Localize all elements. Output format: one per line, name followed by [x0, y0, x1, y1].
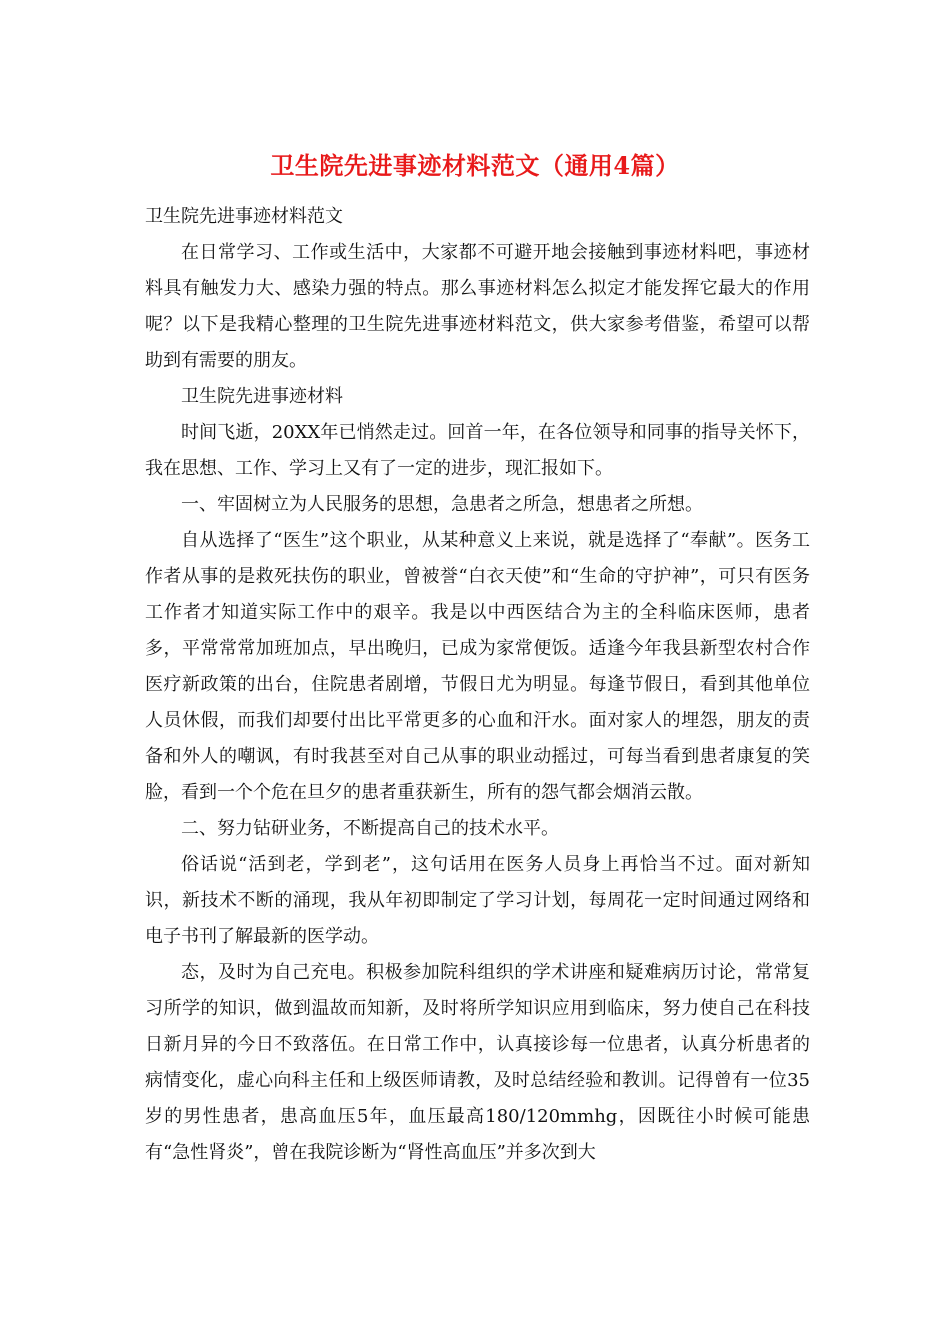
body-paragraph: 态，及时为自己充电。积极参加院科组织的学术讲座和疑难病历讨论，常常复习所学的知识，做到温故而知新，及时将所学知识应用到临床，努力使自己在科技日新月异的今日不致落伍。在日常工作中，认真接诊每一位患者，认真分析患者的病情变化，虚心向科主任和上级医师请教，及时总结经验和教训。记得曾有一位35岁的男性患者，患高血压5年，血压最高180/120mmhg，因既往小时候可能患有“急性肾炎”，曾在我院诊断为“肾性高血压”并多次到大 [145, 962, 810, 1163]
point-heading-1: 一、牢固树立为人民服务的思想，急患者之所急，想患者之所想。 [181, 494, 703, 515]
intro-paragraph: 在日常学习、工作或生活中，大家都不可避开地会接触到事迹材料吧，事迹材料具有触发力大、感染力强的特点。那么事迹材料怎么拟定才能发挥它最大的作用呢？以下是我精心整理的卫生院先进事迹材料范文，供大家参考借鉴，希望可以帮助到有需要的朋友。 [145, 242, 810, 371]
body-paragraph: 自从选择了“医生”这个职业，从某种意义上来说，就是选择了“奉献”。医务工作者从事的是救死扶伤的职业，曾被誉“白衣天使”和“生命的守护神”，可只有医务工作者才知道实际工作中的艰辛。我是以中西医结合为主的全科临床医师，患者多，平常常常加班加点，早出晚归，已成为家常便饭。适逢今年我县新型农村合作医疗新政策的出台，住院患者剧增，节假日尤为明显。每逢节假日，看到其他单位人员休假，而我们却要付出比平常更多的心血和汗水。面对家人的埋怨，朋友的责备和外人的嘲讽，有时我甚至对自己从事的职业动摇过，可每当看到患者康复的笑脸，看到一个个危在旦夕的患者重获新生，所有的怨气都会烟消云散。 [145, 530, 810, 803]
document-title: 卫生院先进事迹材料范文（通用4篇） [270, 151, 680, 180]
subtitle-paragraph: 卫生院先进事迹材料范文 [145, 206, 343, 227]
body-paragraph: 俗话说“活到老，学到老”，这句话用在医务人员身上再恰当不过。面对新知识，新技术不断的涌现，我从年初即制定了学习计划，每周花一定时间通过网络和电子书刊了解最新的医学动。 [145, 854, 810, 947]
document-body [145, 199, 810, 1171]
point-heading-2: 二、努力钻研业务，不断提高自己的技术水平。 [181, 818, 559, 839]
body-paragraph: 时间飞逝，20XX年已悄然走过。回首一年，在各位领导和同事的指导关怀下，我在思想、工作、学习上又有了一定的进步，现汇报如下。 [145, 422, 810, 479]
section-heading: 卫生院先进事迹材料 [181, 386, 343, 407]
